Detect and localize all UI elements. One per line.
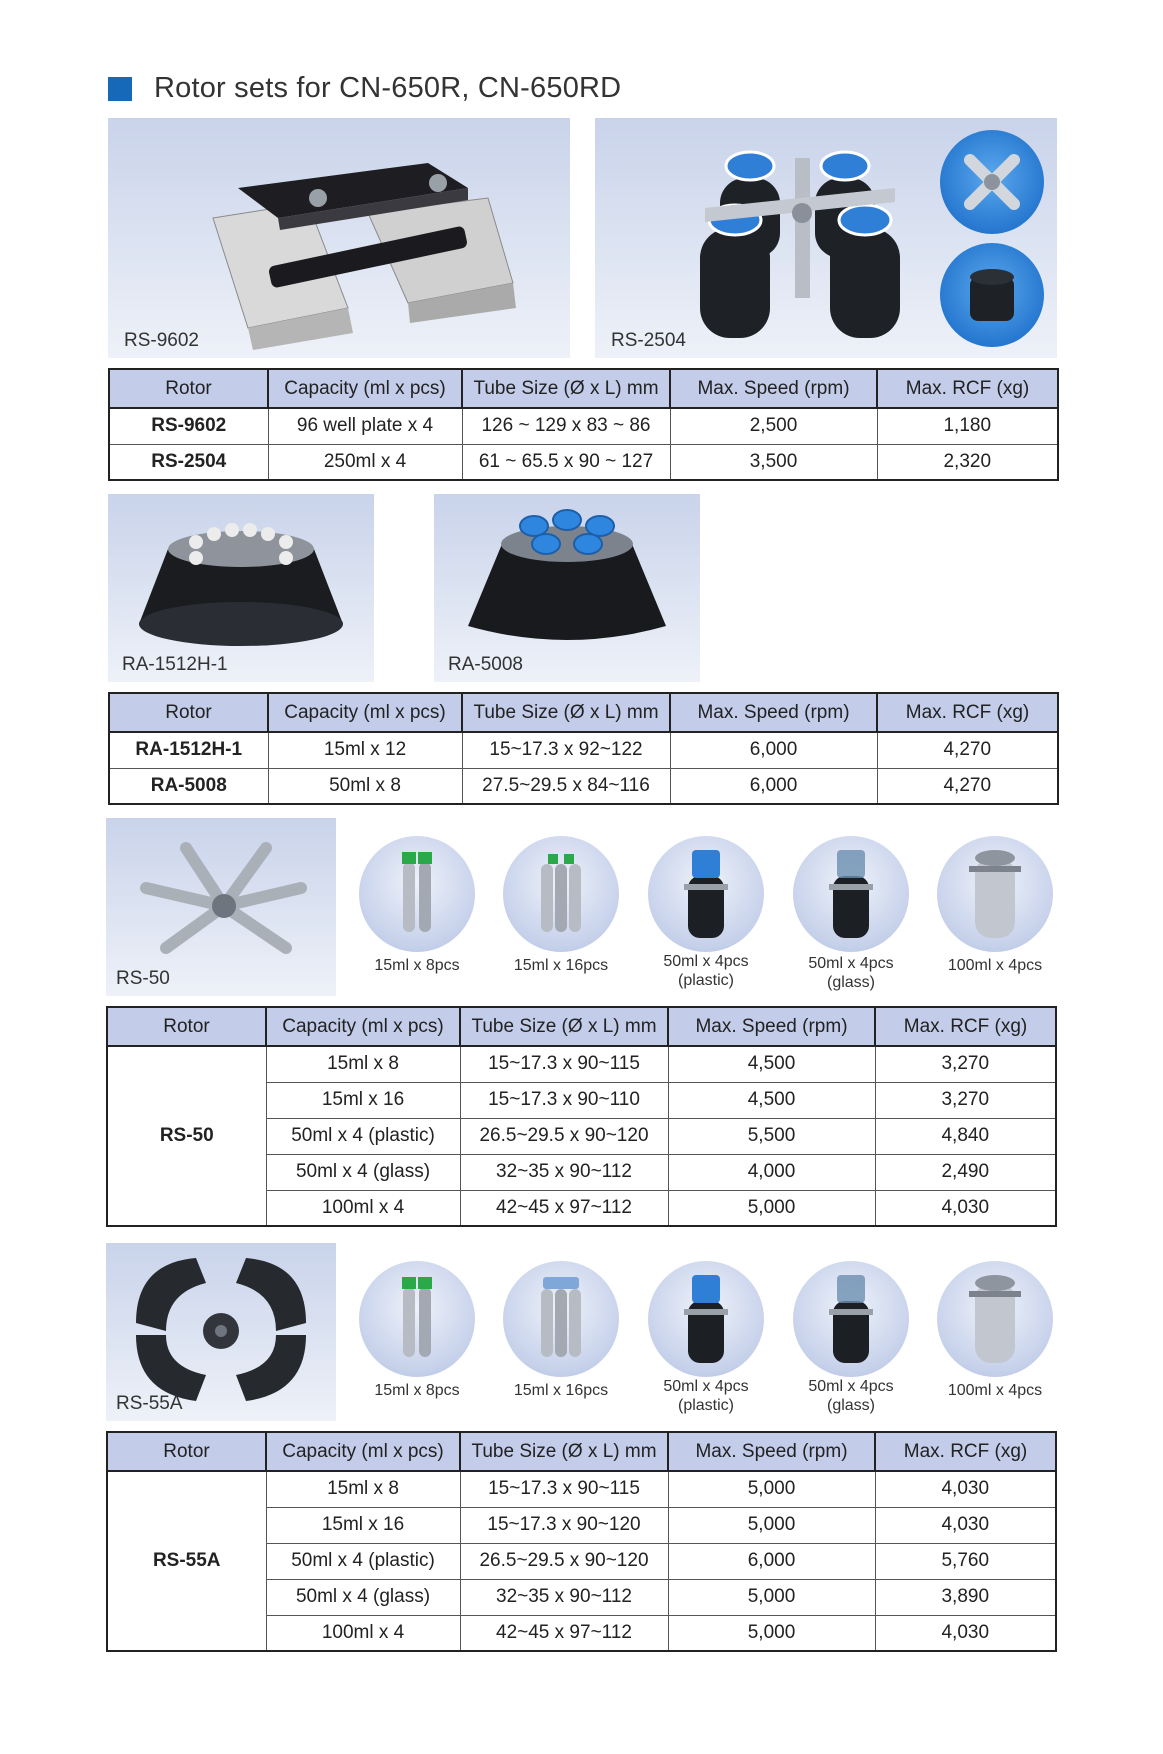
accessory-label — [631, 952, 781, 990]
tube-size-cell: 42~45 x 97~112 — [460, 1615, 668, 1651]
accessory-50ml-plastic-image — [648, 836, 764, 952]
accessory-label-line: 100ml x 4pcs — [947, 1382, 1043, 1399]
accessory-label — [342, 1381, 492, 1400]
rcf-cell: 4,030 — [875, 1190, 1056, 1226]
accessory-15ml-16-image — [503, 836, 619, 952]
rotor-cell: RA-1512H-1 — [109, 732, 268, 768]
capacity-cell: 50ml x 4 (glass) — [266, 1579, 460, 1615]
photo-rs-2504 — [595, 118, 1057, 358]
accessory-15ml-16-image — [503, 1261, 619, 1377]
accessory-50ml-glass-image — [793, 1261, 909, 1377]
col-max-rcf: Max. RCF (xg) — [875, 1432, 1056, 1471]
heading-square-icon — [108, 77, 132, 101]
capacity-cell: 250ml x 4 — [268, 444, 462, 480]
tube-size-cell: 15~17.3 x 90~110 — [460, 1082, 668, 1118]
photo-rs-50 — [106, 818, 336, 996]
col-capacity: Capacity (ml x pcs) — [268, 369, 462, 408]
tube-size-cell: 15~17.3 x 90~115 — [460, 1046, 668, 1082]
accessory-50ml-plastic-image — [648, 1261, 764, 1377]
col-max-speed: Max. Speed (rpm) — [670, 369, 877, 408]
col-capacity: Capacity (ml x pcs) — [268, 693, 462, 732]
accessory-label-line: (plastic) — [677, 972, 734, 989]
accessory-label-line: 15ml x 16pcs — [513, 1382, 609, 1399]
photo-caption: RS-55A — [116, 1393, 183, 1414]
speed-cell: 3,500 — [670, 444, 877, 480]
col-capacity: Capacity (ml x pcs) — [266, 1432, 460, 1471]
photo-caption: RA-1512H-1 — [122, 654, 228, 675]
tube-size-cell: 32~35 x 90~112 — [460, 1579, 668, 1615]
tube-size-cell: 15~17.3 x 92~122 — [462, 732, 670, 768]
rcf-cell: 3,270 — [875, 1046, 1056, 1082]
speed-cell: 5,500 — [668, 1118, 875, 1154]
rcf-cell: 1,180 — [877, 408, 1058, 444]
accessory-label — [776, 954, 926, 992]
col-tube-size: Tube Size (Ø x L) mm — [462, 369, 670, 408]
table-row — [107, 1046, 1056, 1082]
capacity-cell: 15ml x 16 — [266, 1507, 460, 1543]
tube-size-cell: 27.5~29.5 x 84~116 — [462, 768, 670, 804]
spec-table-2 — [108, 692, 1059, 805]
accessory-15ml-8-image — [359, 836, 475, 952]
rcf-cell: 4,270 — [877, 732, 1058, 768]
tube-size-cell: 61 ~ 65.5 x 90 ~ 127 — [462, 444, 670, 480]
rs-2504-adapter-detail — [940, 243, 1044, 347]
photo-rs-55a — [106, 1243, 336, 1421]
speed-cell: 5,000 — [668, 1471, 875, 1507]
speed-cell: 5,000 — [668, 1507, 875, 1543]
accessory-label — [776, 1377, 926, 1415]
rcf-cell: 4,270 — [877, 768, 1058, 804]
rotor-cell: RS-9602 — [109, 408, 268, 444]
col-max-speed: Max. Speed (rpm) — [670, 693, 877, 732]
col-max-rcf: Max. RCF (xg) — [875, 1007, 1056, 1046]
accessory-100ml-image — [937, 1261, 1053, 1377]
tube-holder-icon — [503, 836, 619, 952]
table-row — [109, 768, 1058, 804]
capacity-cell: 100ml x 4 — [266, 1615, 460, 1651]
capacity-cell: 100ml x 4 — [266, 1190, 460, 1226]
speed-cell: 6,000 — [670, 768, 877, 804]
rs-9602-rotor-image — [108, 118, 570, 358]
rcf-cell: 3,270 — [875, 1082, 1056, 1118]
tube-holder-icon — [359, 1261, 475, 1377]
accessory-label-line: 50ml x 4pcs — [808, 955, 894, 972]
capacity-cell: 50ml x 4 (plastic) — [266, 1543, 460, 1579]
col-rotor: Rotor — [107, 1432, 266, 1471]
tube-size-cell: 32~35 x 90~112 — [460, 1154, 668, 1190]
accessory-label — [920, 1381, 1070, 1400]
tube-size-cell: 42~45 x 97~112 — [460, 1190, 668, 1226]
capacity-cell: 50ml x 4 (plastic) — [266, 1118, 460, 1154]
tube-size-cell: 126 ~ 129 x 83 ~ 86 — [462, 408, 670, 444]
col-rotor: Rotor — [109, 369, 268, 408]
bucket-steel-icon — [937, 1261, 1053, 1377]
bucket-steel-icon — [937, 836, 1053, 952]
capacity-cell: 15ml x 16 — [266, 1082, 460, 1118]
accessory-label — [486, 956, 636, 975]
accessory-label-line: 15ml x 8pcs — [374, 957, 460, 974]
rcf-cell: 5,760 — [875, 1543, 1056, 1579]
spec-table-rs-55a — [106, 1431, 1057, 1652]
spec-table-rs-50 — [106, 1006, 1057, 1227]
speed-cell: 6,000 — [670, 732, 877, 768]
speed-cell: 4,500 — [668, 1046, 875, 1082]
accessory-50ml-glass-image — [793, 836, 909, 952]
bucket-plastic-icon — [648, 1261, 764, 1377]
accessory-label-line: 50ml x 4pcs — [663, 1378, 749, 1395]
photo-caption: RA-5008 — [448, 654, 523, 675]
accessory-label-line: 15ml x 16pcs — [513, 957, 609, 974]
speed-cell: 5,000 — [668, 1190, 875, 1226]
col-tube-size: Tube Size (Ø x L) mm — [462, 693, 670, 732]
photo-caption: RS-50 — [116, 968, 170, 989]
rcf-cell: 4,840 — [875, 1118, 1056, 1154]
col-rotor: Rotor — [109, 693, 268, 732]
rotor-cell: RS-55A — [107, 1471, 266, 1651]
table-row — [109, 732, 1058, 768]
rcf-cell: 2,490 — [875, 1154, 1056, 1190]
tube-holder-icon — [359, 836, 475, 952]
bucket-glass-icon — [793, 1261, 909, 1377]
page-title: Rotor sets for CN-650R, CN-650RD — [154, 72, 622, 104]
accessory-label-line: 100ml x 4pcs — [947, 957, 1043, 974]
photo-rs-9602 — [108, 118, 570, 358]
accessory-label — [342, 956, 492, 975]
tube-size-cell: 15~17.3 x 90~120 — [460, 1507, 668, 1543]
col-rotor: Rotor — [107, 1007, 266, 1046]
photo-ra-1512h-1 — [108, 494, 374, 682]
table-row — [109, 444, 1058, 480]
photo-caption: RS-2504 — [611, 330, 686, 351]
accessory-100ml-image — [937, 836, 1053, 952]
accessory-label-line: (glass) — [826, 1397, 875, 1414]
col-max-speed: Max. Speed (rpm) — [668, 1007, 875, 1046]
rcf-cell: 4,030 — [875, 1615, 1056, 1651]
rcf-cell: 2,320 — [877, 444, 1058, 480]
photo-caption: RS-9602 — [124, 330, 199, 351]
spec-table-1 — [108, 368, 1059, 481]
rotor-cell: RA-5008 — [109, 768, 268, 804]
capacity-cell: 15ml x 12 — [268, 732, 462, 768]
col-max-rcf: Max. RCF (xg) — [877, 369, 1058, 408]
accessory-label — [920, 956, 1070, 975]
col-tube-size: Tube Size (Ø x L) mm — [460, 1432, 668, 1471]
col-capacity: Capacity (ml x pcs) — [266, 1007, 460, 1046]
col-tube-size: Tube Size (Ø x L) mm — [460, 1007, 668, 1046]
adapter-cup-icon — [940, 243, 1044, 347]
col-max-speed: Max. Speed (rpm) — [668, 1432, 875, 1471]
tube-size-cell: 15~17.3 x 90~115 — [460, 1471, 668, 1507]
table-row — [107, 1471, 1056, 1507]
capacity-cell: 15ml x 8 — [266, 1046, 460, 1082]
section-heading — [108, 72, 621, 105]
table-row — [109, 408, 1058, 444]
accessory-label-line: 50ml x 4pcs — [663, 953, 749, 970]
accessory-label-line: (glass) — [826, 974, 875, 991]
capacity-cell: 96 well plate x 4 — [268, 408, 462, 444]
bucket-plastic-icon — [648, 836, 764, 952]
speed-cell: 5,000 — [668, 1615, 875, 1651]
rcf-cell: 4,030 — [875, 1507, 1056, 1543]
speed-cell: 5,000 — [668, 1579, 875, 1615]
tube-size-cell: 26.5~29.5 x 90~120 — [460, 1118, 668, 1154]
photo-ra-5008 — [434, 494, 700, 682]
accessory-15ml-8-image — [359, 1261, 475, 1377]
tube-size-cell: 26.5~29.5 x 90~120 — [460, 1543, 668, 1579]
col-max-rcf: Max. RCF (xg) — [877, 693, 1058, 732]
rcf-cell: 4,030 — [875, 1471, 1056, 1507]
accessory-label-line: (plastic) — [677, 1397, 734, 1414]
speed-cell: 2,500 — [670, 408, 877, 444]
cross-holder-icon — [940, 130, 1044, 234]
speed-cell: 6,000 — [668, 1543, 875, 1579]
rotor-cell: RS-50 — [107, 1046, 266, 1226]
speed-cell: 4,000 — [668, 1154, 875, 1190]
rcf-cell: 3,890 — [875, 1579, 1056, 1615]
accessory-label — [631, 1377, 781, 1415]
accessory-label-line: 50ml x 4pcs — [808, 1378, 894, 1395]
tube-holder-icon — [503, 1261, 619, 1377]
rs-2504-holder-detail — [940, 130, 1044, 234]
accessory-label-line: 15ml x 8pcs — [374, 1382, 460, 1399]
speed-cell: 4,500 — [668, 1082, 875, 1118]
bucket-glass-icon — [793, 836, 909, 952]
rotor-cell: RS-2504 — [109, 444, 268, 480]
capacity-cell: 15ml x 8 — [266, 1471, 460, 1507]
accessory-label — [486, 1381, 636, 1400]
capacity-cell: 50ml x 4 (glass) — [266, 1154, 460, 1190]
capacity-cell: 50ml x 8 — [268, 768, 462, 804]
